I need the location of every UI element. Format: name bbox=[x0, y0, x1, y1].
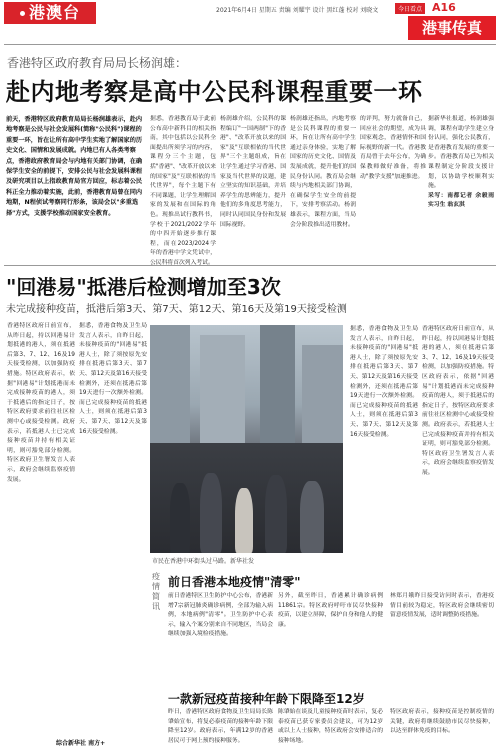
lead-column-5-text: 据新华社报道，杨润雄强调，课程有助学生建立身份认同，强化公民教育，是香港教育发展的重要一步。香港教育局已为相关课程制定分阶段支援计划，以协助学校顺利实施。 bbox=[428, 116, 494, 190]
lead-summary: 前天，香港特区政府教育局局长杨润雄表示，赴内地考察是公民与社会发展科(简称"公民科")课程的重要一环，旨在让所有高中学生实地了解国家的历史文化、国情和发展成就。内地已有人各类考察点，香港政府教育局会与内地有关部门协调，在确保学生安全的前提下，安排公民与社会发展科课程及研究项目以上指政教育局官方回应，标志着公民科正全力推动着实施，此前，香港教育局曾在同内地期，N程侦试考察同行形条，该局会以"多重选择"方式，支援学校推动国家安全教育。 bbox=[6, 116, 143, 217]
story2-column-2: 据悉，香港食物及卫生局发言人表示，自昨日起，未接种疫苗的"回港易"抵港人士，除了须按原先安排在抵港后第3天、第7天、第12天及第16天接受检测外，还须在抵港后第19天进行一次额外检测。而已完成接种疫苗的抵港人士，则须在抵港后第3天、第7天、第12天及第16天接受检测。 bbox=[79, 323, 147, 435]
masthead: 港澳台 bbox=[4, 2, 96, 24]
story2-column-3: 据悉，香港食物及卫生局发言人表示，自昨日起，未接种疫苗的"回港易"抵港人士，除了须按原先安排在抵港后第3天、第7天、第12天及第16天接受检测外，还须在抵港后第19天进行一次额外检测。而已完成接种疫苗的抵港人士，则须在抵港后第3天、第7天、第12天及第16天接受检测。 bbox=[350, 326, 418, 438]
story2-subhead: 未完成接种疫苗，抵港后第3天、第7天、第12天、第16天及第19天接受检测 bbox=[6, 304, 347, 315]
story2-column-4: 香港特区政府日前宣布，从昨日起，持以回港易计划抵港的港人，须在抵港后第3、7、12、16及19天接受检测，以加强防疫措施。特区政府表示，依据"回港易"计划抵港而未完成接种疫苗的港人，须于抵港后的指定日子，按特区政府要求前往社区检测中心或接受检测。政府表示，若抵港人士已完成接种疫苗并持有相关证明，则可豁免部分检测。特区政府卫生署发言人表示，政府会继续监察疫情发展。 bbox=[422, 326, 494, 476]
story4-headline: 一款新冠疫苗接种年龄下限降至12岁 bbox=[168, 692, 365, 706]
story4-column-3: 特区政府表示，接种疫苗是控制疫情的关键，政府将继续鼓励市民尽快接种，以达至群体免疫的目标。 bbox=[390, 709, 494, 735]
header-divider bbox=[4, 44, 496, 45]
page-number: A16 bbox=[432, 1, 456, 14]
story3-column-1: 前日香港特区卫生防护中心公布，香港新增7宗新冠肺炎确诊病例，全部为输入病例，本地病例"清零"。卫生防护中心表示，输入个案分别来自不同地区，当局会继续加强入境检疫措施。 bbox=[168, 593, 273, 638]
photo-caption: 市民在香港中环街头过马路。新华社发 bbox=[152, 558, 255, 565]
lead-column-2: 杨润雄介绍，公民科的课程编订"一国两制"下的香港"、"改革开放以来的国家"及"互联相依的当代世界"三个主题组成，旨在让学生通过学习香港、国家及当代世界的议题，建立坚实的知识基础，并培养学生的思辨能力，提升他们的多角度思考能力，同时认同国民身份和发展国际视野。 bbox=[220, 116, 286, 228]
lead-divider bbox=[4, 265, 496, 266]
story2-headline: "回港易"抵港后检测增加至3次 bbox=[6, 275, 281, 299]
lead-column-4: 的评判，努力就备自己，回应社会的期望，成为具国家观念，香港情怀和国际视野的新一代。香港教育局曾于去年公布，为确保教师做好准备，将推动"教学支援"加速推进。 bbox=[360, 116, 426, 180]
lead-headline: 赴内地考察是高中公民科课程重要一环 bbox=[6, 78, 423, 106]
page-header bbox=[0, 0, 500, 42]
footer-byline: 综合新华社 南方+ bbox=[56, 740, 106, 747]
news-photo bbox=[150, 325, 343, 553]
edition-badge: 今日看点 bbox=[395, 3, 425, 14]
story3-column-2: 另外，截至昨日，香港累计确诊病例11861宗。特区政府呼吁市民尽快接种疫苗，以建立屏障，保护自身和他人的健康。 bbox=[278, 593, 383, 628]
story3-column-3: 林郑月娥昨日接受访问时表示，香港疫情目前较为稳定，特区政府会继续密切留意疫情发展，适时调整防疫措施。 bbox=[390, 593, 494, 619]
lead-byline: 采写：南都记者 余毅雨 实习生 翁玄淇 bbox=[428, 192, 494, 209]
dateline: 2021年6月4日 星期五 责编 刘耀宇 设计 黑红蓬 校对 刘晓文 bbox=[216, 7, 379, 14]
bullet-icon bbox=[20, 11, 25, 16]
briefs-label: 疫情简讯 bbox=[152, 572, 160, 611]
story4-column-2: 陈肇始在谈及儿童接种疫苗时表示，复必泰疫苗已获专家委员会建议，可为12岁或以上人士接种，特区政府会安排适合的接种场地。 bbox=[278, 709, 383, 744]
section-title: 港事传真 bbox=[408, 16, 496, 40]
story2-column-1: 香港特区政府日前宣布，从昨日起，持以回港易计划抵港的港人，须在抵港后第3、7、12、16及19天接受检测，以加强防疫措施。特区政府表示，依据"回港易"计划抵港而未完成接种疫苗的港人，须于抵港后的指定日子，按特区政府要求前往社区检测中心或接受检测。政府表示，若抵港人士已完成接种疫苗并持有相关证明，则可豁免部分检测。特区政府卫生署发言人表示，政府会继续监察疫情发展。 bbox=[7, 323, 75, 483]
lead-kicker: 香港特区政府教育局局长杨润雄： bbox=[7, 56, 188, 70]
story4-column-1: 昨日，香港特区政府食物及卫生局局长陈肇始宣布，将复必泰疫苗的接种年龄下限降至12岁。政府表示，年满12岁的香港居民可于网上预约接种服务。 bbox=[168, 709, 273, 744]
lead-column-3: 杨润雄还指出，内地考察是公民科课程的重要一环，旨在让所有高中学生通过亲身体验，实地了解国家的历史文化、国情及发展成就，提升他们的国民身份认同。教育局会继续与内地相关部门协调，在确保学生安全的前提下，安排考察活动。杨润雄表示，课程方面，当局会分阶段推出适用教材。 bbox=[290, 116, 356, 228]
lead-column-5 bbox=[428, 115, 494, 265]
lead-column-1: 据悉，香港教育局于此前公布高中新科目的相关指南，其中包括以公民科全面提出所须学习的内容，课程分三个主题，包括"香港"、"改革开放以来的国家"及"互联相依的当代世界"，每个主题下有不同课题，让学生理解国家的发展和在国际的角色。现推出试行教科书，学校于2021/2022学年的中四开始逐步推行课程，而在2023/2024学年的香港中学文凭试中，公民科将首次列入考试。 bbox=[150, 116, 216, 265]
story3-headline: 前日香港本地疫情"清零" bbox=[168, 575, 301, 589]
